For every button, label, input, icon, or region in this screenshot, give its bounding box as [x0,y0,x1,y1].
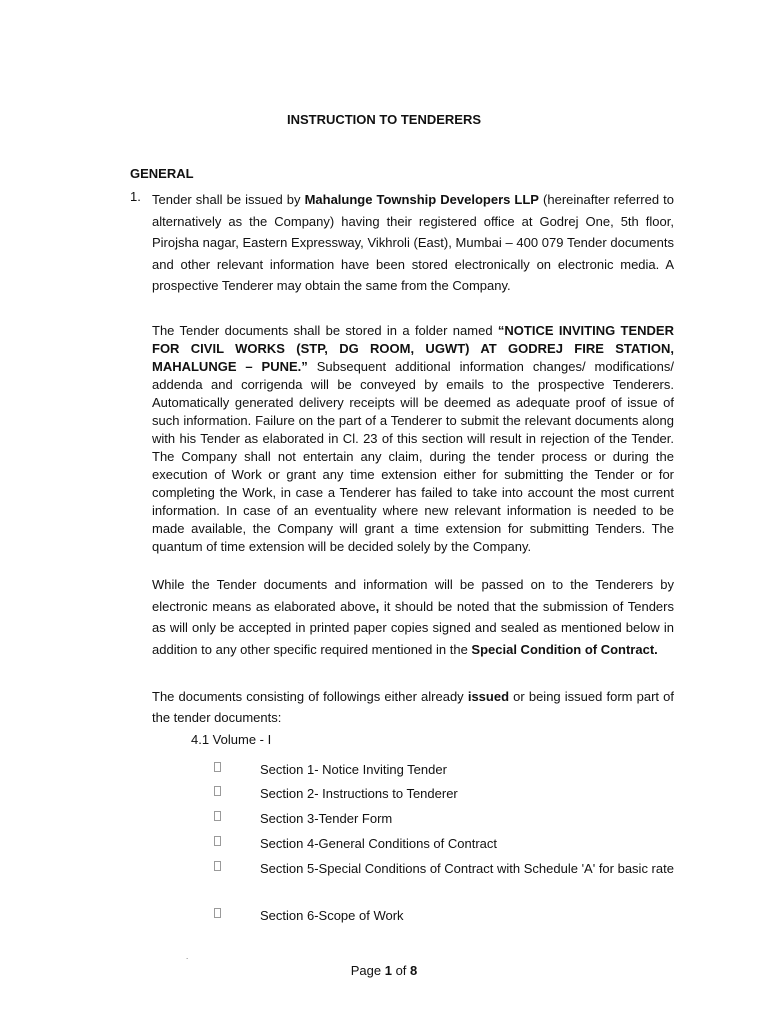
bullet-box-icon [214,836,221,846]
section-heading: GENERAL [130,166,194,181]
paragraph-storage: The Tender documents shall be stored in a folder named “NOTICE INVITING TENDER FOR CIVIL WORKS (STP, DG ROOM, UGWT) AT GODREJ FIRE STATION, MAHALUNGE – PUNE.” Subsequent additional information changes/ modifications/ addenda and corrigenda will be conveyed by emails to the prospective Tenderers. Automatically generated delivery receipts will be deemed as adequate proof of issue of such information. Failure on the part of a Tenderer to submit the relevant documents along with his Tender as elaborated in Cl. 23 of this section will result in rejection of the Tender. The Company shall not entertain any claim, during the tender process or during the execution of Work or grant any time extension either for submitting the Tender or for completing the Work, in case a Tenderer has failed to take into account the most current information. In case of an eventuality where new relevant information is needed to be made available, the Company will grant a time extension for submitting Tenders. The quantum of time extension will be decided solely by the Company. [152,323,674,554]
bullet-box-icon [214,861,221,871]
document-page: INSTRUCTION TO TENDERERS GENERAL 1. Tender shall be issued by Mahalunge Township Developers LLP (hereinafter referred to alternatively as the Company) having their registered office at Godrej One, 5th floor, Pirojsha nagar, Eastern Expressway, Vikhroli (East), Mumbai – 400 079 Tender documents and other relevant information have been stored electronically on electronic media. A prospective Tenderer may obtain the same from the Company. The Tender documents shall be stored in a folder named “NOTICE INVITING TENDER FOR CIVIL WORKS (STP, DG ROOM, UGWT) AT GODREJ FIRE STATION, MAHALUNGE – PUNE.” Subsequent additional information changes/ modifications/ addenda and corrigenda will be conveyed by emails to the prospective Tenderers. Automatically generated delivery receipts will be deemed as adequate proof of issue of such information. Failure on the part of a Tenderer to submit the relevant documents along with his Tender as elaborated in Cl. 23 of this section will result in rejection of the Tender. The Company shall not entertain any claim, during the tender process or during the execution of Work or grant any time extension either for submitting the Tender or for completing the Work, in case a Tenderer has failed to take into account the most current information. In case of an eventuality where new relevant information is needed to be made available, the Company will grant a time extension for submitting Tenders. The quantum of time extension will be decided solely by the Company. While the Tender documents and information will be passed on to the Tenderers by electronic means as elaborated above, it should be noted that the submission of Tenders as will only be accepted in printed paper copies signed and sealed as mentioned below in addition to any other specific required mentioned in the Special Condition of Contract. The documents consisting of followings either already issued or being issued form part of the tender documents: 4.1 Volume - I Section 1- Notice Inviting Tender Section 2- Instructions to Tenderer Section 3-Tender Form Section 4-General Conditions of Contract Section 5-Special Conditions of Contract with Schedule 'A' for basic rate Section 6-Scope of Work . Page 1 of 8 [0,0,768,1024]
bullet-box-icon [214,811,221,821]
list-number: 1. [130,189,141,204]
footer-mark: . [186,952,189,961]
bullet-box-icon [214,762,221,772]
bullet-box-icon [214,908,221,918]
bullet-box-icon [214,786,221,796]
paragraph-submission: While the Tender documents and information will be passed on to the Tenderers by electronic means as elaborated above, it should be noted that the submission of Tenders as will only be accepted in printed paper copies signed and sealed as mentioned below in addition to any other specific required mentioned in the Special Condition of Contract. [152,577,674,657]
paragraph-documents: The documents consisting of followings either already issued or being issued form part of the tender documents: [152,689,675,725]
document-title: INSTRUCTION TO TENDERERS [286,112,482,127]
volume-label: 4.1 Volume - I [191,732,272,747]
paragraph-issuer: Tender shall be issued by Mahalunge Township Developers LLP (hereinafter referred to alternatively as the Company) having their registered office at Godrej One, 5th floor, Pirojsha nagar, Eastern Expressway, Vikhroli (East), Mumbai – 400 079 Tender documents and other relevant information have been stored electronically on electronic media. A prospective Tenderer may obtain the same from the Company. [152,192,675,293]
page-number: Page 1 of 8 [350,963,418,978]
